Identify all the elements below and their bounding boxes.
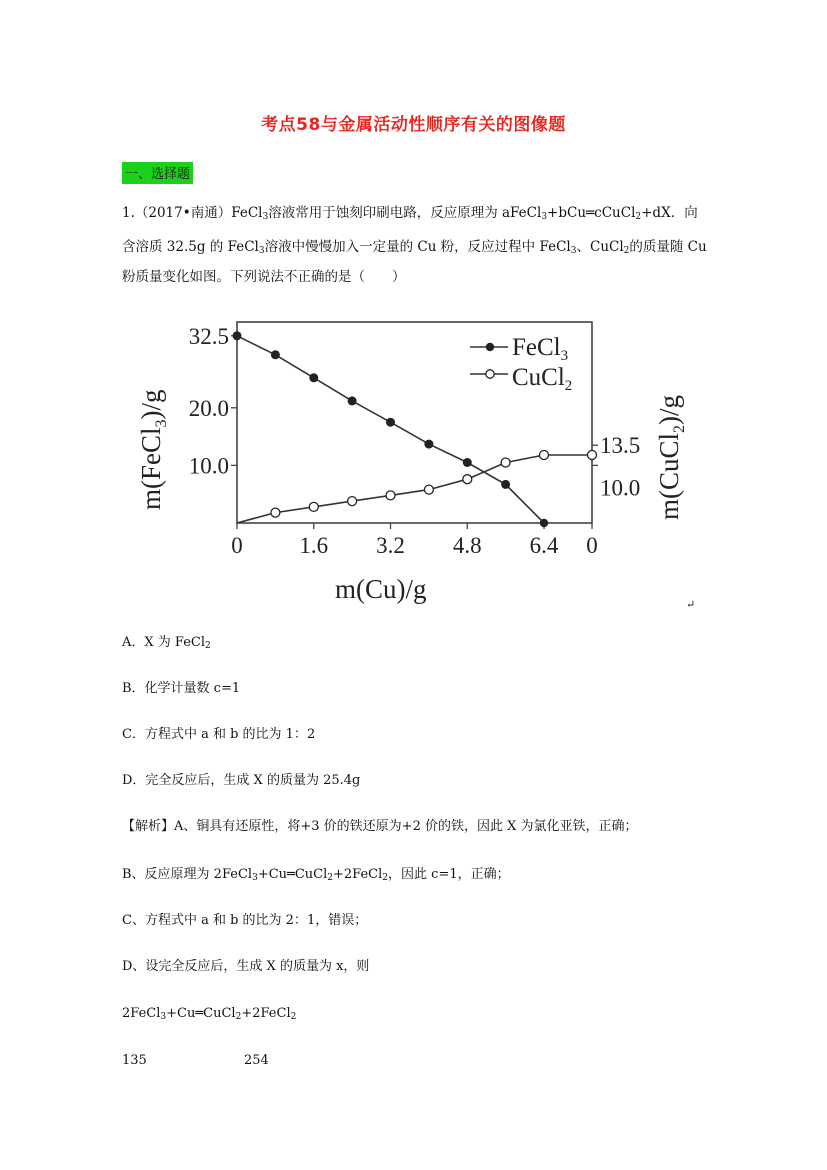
analysis-c: C、方程式中 a 和 b 的比为 2：1，错误； bbox=[122, 913, 368, 928]
data-point-cucl2 bbox=[588, 451, 597, 460]
x-tick-label: 1.6 bbox=[299, 533, 329, 558]
data-point-fecl3 bbox=[501, 480, 510, 489]
data-point-fecl3 bbox=[309, 373, 318, 382]
legend-label-cucl2: CuCl$_2$ bbox=[512, 364, 573, 394]
x-tick-label: 0 bbox=[586, 533, 598, 558]
data-point-cucl2 bbox=[501, 458, 510, 467]
analysis-a: 【解析】A、铜具有还原性，将+3 价的铁还原为+2 价的铁，因此 X 为氯化亚铁，正确； bbox=[122, 819, 638, 834]
data-point-fecl3 bbox=[271, 350, 280, 359]
x-tick-label: 4.8 bbox=[452, 533, 482, 558]
section-label: 一、选择题 bbox=[122, 162, 193, 184]
y-left-tick-label: 32.5 bbox=[188, 323, 229, 349]
y-left-tick-label: 20.0 bbox=[188, 395, 229, 421]
data-point-cucl2 bbox=[309, 502, 318, 511]
question-line-1: 1.（2017•南通）FeCl$_3$溶液常用于蚀刻印刷电路，反应原理为 aFeCl$_3$+bCu═cCuCl$_2$+dX．向 bbox=[122, 205, 698, 222]
x-tick-label: 3.2 bbox=[376, 533, 405, 558]
data-point-cucl2 bbox=[348, 497, 357, 506]
data-point-fecl3 bbox=[424, 440, 433, 449]
data-point-cucl2 bbox=[463, 475, 472, 484]
data-point-fecl3 bbox=[463, 458, 472, 467]
molar-mass-135: 135 bbox=[122, 1053, 147, 1068]
question-line-3: 粉质量变化如图。下列说法不正确的是（ ） bbox=[122, 269, 406, 285]
return-mark: ↵ bbox=[686, 599, 696, 611]
data-point-fecl3 bbox=[348, 396, 357, 405]
option-c: C．方程式中 a 和 b 的比为 1：2 bbox=[122, 727, 316, 742]
question-line-2: 含溶质 32.5g 的 FeCl$_3$溶液中慢慢加入一定量的 Cu 粉，反应过程中 FeCl$_3$、CuCl$_2$的质量随 Cu bbox=[122, 239, 707, 256]
mass-chart bbox=[130, 310, 696, 611]
legend bbox=[470, 334, 572, 394]
option-a: A．X 为 FeCl$_2$ bbox=[122, 635, 211, 651]
analysis-b: B、反应原理为 2FeCl$_3$+Cu═CuCl$_2$+2FeCl$_2$，因此 c=1，正确； bbox=[122, 867, 510, 883]
option-d: D．完全反应后，生成 X 的质量为 25.4g bbox=[122, 773, 361, 788]
x-tick-label: 6.4 bbox=[529, 533, 559, 558]
series-line-cucl2 bbox=[237, 455, 592, 523]
data-point-cucl2 bbox=[424, 485, 433, 494]
analysis-equation: 2FeCl$_3$+Cu═CuCl$_2$+2FeCl$_2$ bbox=[122, 1006, 297, 1022]
option-b: B．化学计量数 c=1 bbox=[122, 681, 241, 696]
y-left-tick-label: 10.0 bbox=[188, 453, 229, 479]
data-point-cucl2 bbox=[386, 491, 395, 500]
analysis-d: D、设完全反应后，生成 X 的质量为 x，则 bbox=[122, 959, 370, 974]
x-tick-label: 0 bbox=[231, 533, 243, 558]
y-right-tick-label: 13.5 bbox=[600, 433, 641, 459]
legend-label-fecl3: FeCl$_3$ bbox=[512, 334, 569, 364]
molar-mass-254: 254 bbox=[244, 1053, 269, 1068]
y-axis-label-left: m(FeCl$_3$)/g bbox=[136, 389, 170, 510]
y-right-tick-label: 10.0 bbox=[600, 475, 641, 501]
data-point-cucl2 bbox=[271, 508, 280, 517]
y-axis-label-right: m(CuCl$_2$)/g bbox=[654, 394, 688, 520]
legend-marker-cucl2 bbox=[486, 370, 494, 378]
data-point-fecl3 bbox=[540, 519, 548, 527]
legend-marker-fecl3 bbox=[486, 343, 494, 351]
data-point-fecl3 bbox=[386, 418, 395, 427]
x-axis-label: m(Cu)/g bbox=[335, 574, 427, 604]
data-point-fecl3 bbox=[233, 331, 242, 340]
data-point-cucl2 bbox=[540, 451, 549, 460]
page-title: 考点58与金属活动性顺序有关的图像题 bbox=[261, 115, 566, 135]
